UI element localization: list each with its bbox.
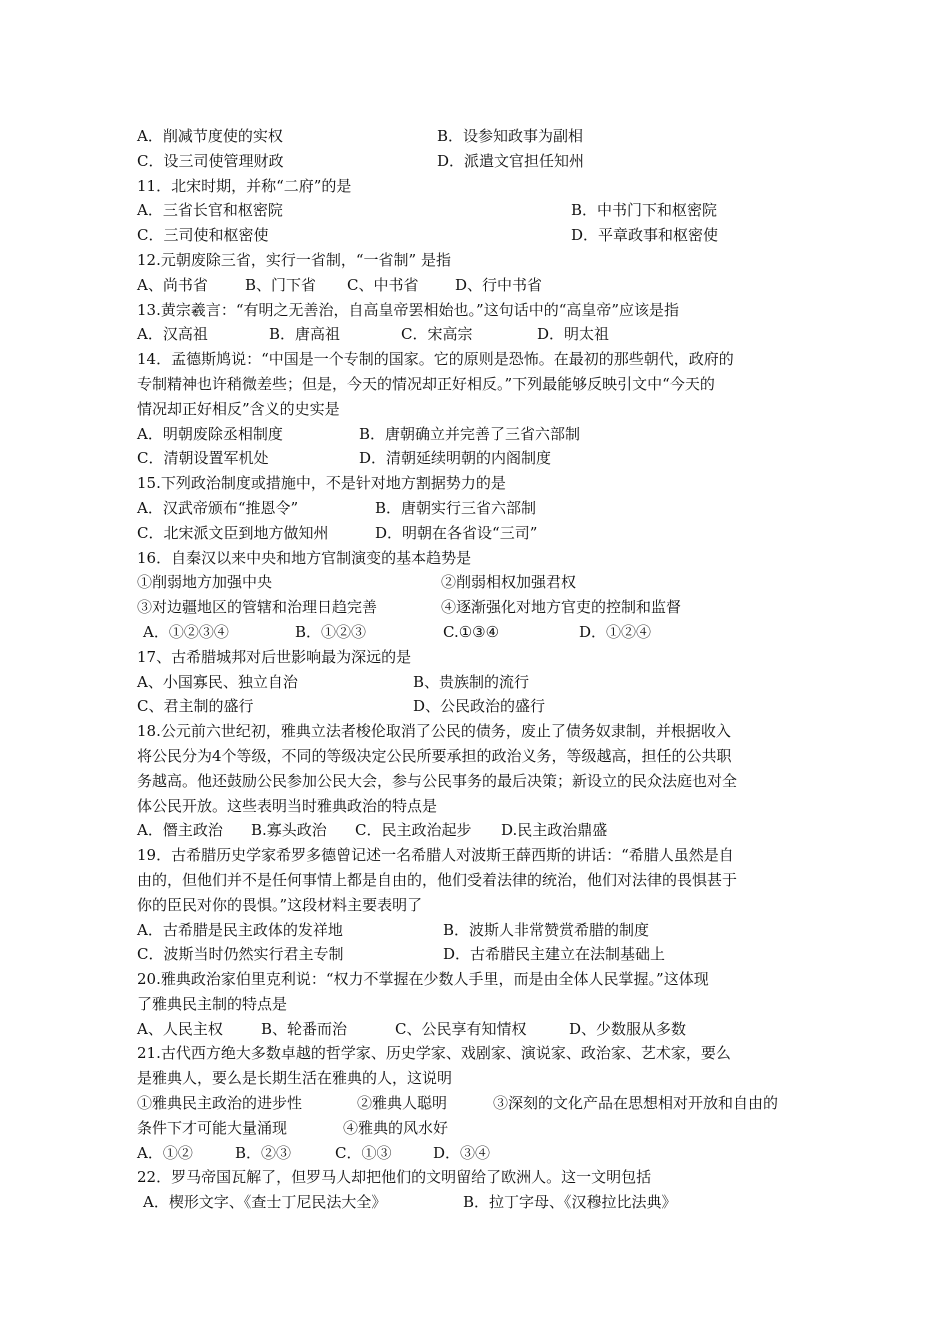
q17-option-a: A、小国寡民、独立自治 xyxy=(137,672,298,691)
q12-options xyxy=(137,273,817,298)
q21-items-row2 xyxy=(137,1116,817,1141)
q17-options-row2 xyxy=(137,694,817,719)
q19-options-row2 xyxy=(137,942,817,967)
q18-stem-line2: 将公民分为4个等级，不同的等级决定公民所要承担的政治义务，等级越高，担任的公共职 xyxy=(137,746,732,765)
q10-option-d: D．派遣文官担任知州 xyxy=(437,151,585,170)
q10-option-a: A．削减节度使的实权 xyxy=(137,127,283,145)
q13-option-d: D．明太祖 xyxy=(537,325,610,344)
q22-option-b: B．拉丁字母、《汉穆拉比法典》 xyxy=(463,1193,677,1212)
q21-item-3: ③深刻的文化产品在思想相对开放和自由的 xyxy=(493,1094,779,1113)
q21-option-c: C．①③ xyxy=(335,1143,392,1162)
q19-stem-line3: 你的臣民对你的畏惧。”这段材料主要表明了 xyxy=(137,895,423,914)
q12-option-d: D、行中书省 xyxy=(455,275,543,294)
q19-option-d: D．古希腊民主建立在法制基础上 xyxy=(443,945,666,964)
q21-item-4: ④雅典的风水好 xyxy=(343,1118,449,1137)
q19-option-c: C．波斯当时仍然实行君主专制 xyxy=(137,945,344,964)
q11-option-b: B．中书门下和枢密院 xyxy=(571,201,718,220)
q18-options xyxy=(137,818,817,843)
q17-stem: 17、古希腊城邦对后世影响最为深远的是 xyxy=(137,647,412,666)
q19-stem-line1: 19．古希腊历史学家希罗多德曾记述一名希腊人对波斯王薛西斯的讲话：“希腊人虽然是自 xyxy=(137,846,734,865)
q13-option-b: B．唐高祖 xyxy=(269,325,341,344)
q12-option-b: B、门下省 xyxy=(245,275,317,294)
q15-options-row2 xyxy=(137,521,817,546)
q18-option-a: A．僭主政治 xyxy=(137,821,223,840)
q14-options-row1 xyxy=(137,422,817,447)
q13-stem: 13.黄宗羲言：“有明之无善治，自高皇帝罢相始也。”这句话中的“高皇帝”应该是指 xyxy=(137,300,680,319)
q14-stem-line1: 14．孟德斯鸠说：“中国是一个专制的国家。它的原则是恐怖。在最初的那些朝代，政府的 xyxy=(137,350,734,369)
q19-option-a: A．古希腊是民主政体的发祥地 xyxy=(137,920,343,939)
q18-option-c: C．民主政治起步 xyxy=(355,821,472,840)
q21-option-b: B．②③ xyxy=(235,1143,292,1162)
q16-option-a: A．①②③④ xyxy=(143,622,229,641)
q10-options-row1 xyxy=(137,124,817,149)
q10-option-b: B．设参知政事为副相 xyxy=(437,127,584,145)
q15-option-d: D．明朝在各省设“三司” xyxy=(375,523,538,542)
q14-option-d: D．清朝延续明朝的内阁制度 xyxy=(359,449,552,468)
q21-item-3-cont: 条件下才可能大量涌现 xyxy=(137,1118,288,1137)
q16-item-3: ③对边疆地区的管辖和治理日趋完善 xyxy=(137,598,378,617)
question-list xyxy=(137,124,817,1215)
q17-option-b: B、贵族制的流行 xyxy=(413,672,530,691)
q20-option-b: B、轮番而治 xyxy=(261,1019,348,1038)
q16-items-row2 xyxy=(137,595,817,620)
q20-option-a: A、人民主权 xyxy=(137,1019,223,1038)
q16-item-4: ④逐渐强化对地方官吏的控制和监督 xyxy=(441,598,682,617)
q10-options-row2 xyxy=(137,149,817,174)
q21-stem-line2: 是雅典人，要么是长期生活在雅典的人，这说明 xyxy=(137,1069,453,1088)
q16-option-b: B．①②③ xyxy=(295,622,367,641)
q15-option-a: A．汉武帝颁布“推恩令” xyxy=(137,498,299,517)
q21-items-row1 xyxy=(137,1091,817,1116)
q18-stem-line3: 务越高。他还鼓励公民参加公民大会，参与公民事务的最后决策；新设立的民众法庭也对全 xyxy=(137,771,738,790)
q10-option-c: C．设三司使管理财政 xyxy=(137,151,284,170)
q20-stem-line1: 20.雅典政治家伯里克利说：“权力不掌握在少数人手里，而是由全体人民掌握。”这体现 xyxy=(137,970,709,989)
q17-option-c: C、君主制的盛行 xyxy=(137,697,254,716)
q14-options-row2 xyxy=(137,446,817,471)
q14-stem-line2: 专制精神也许稍微差些；但是，今天的情况却正好相反。”下列最能够反映引文中“今天的 xyxy=(137,374,715,393)
q17-options-row1 xyxy=(137,670,817,695)
q22-option-a: A．楔形文字、《查士丁尼民法大全》 xyxy=(143,1193,387,1212)
q11-option-d: D．平章政事和枢密使 xyxy=(571,226,719,245)
q20-options xyxy=(137,1017,817,1042)
q13-option-a: A．汉高祖 xyxy=(137,325,208,344)
q16-stem: 16．自秦汉以来中央和地方官制演变的基本趋势是 xyxy=(137,548,472,567)
q12-stem: 12.元朝废除三省，实行一省制，“一省制” 是指 xyxy=(137,250,451,269)
q11-options-row2 xyxy=(137,223,817,248)
q11-option-c: C．三司使和枢密使 xyxy=(137,226,269,245)
q20-option-c: C、公民享有知情权 xyxy=(395,1019,527,1038)
q14-option-c: C．清朝设置军机处 xyxy=(137,449,269,468)
q21-option-a: A．①② xyxy=(137,1143,193,1162)
q18-stem-line4: 体公民开放。这些表明当时雅典政治的特点是 xyxy=(137,796,438,815)
q21-item-1: ①雅典民主政治的进步性 xyxy=(137,1094,303,1113)
q16-option-c: C.①③④ xyxy=(443,622,500,641)
q17-option-d: D、公民政治的盛行 xyxy=(413,697,546,716)
q21-item-2: ②雅典人聪明 xyxy=(357,1094,448,1113)
q11-options-row1 xyxy=(137,198,817,223)
q22-stem: 22．罗马帝国瓦解了，但罗马人却把他们的文明留给了欧洲人。这一文明包括 xyxy=(137,1168,652,1187)
q15-option-c: C．北宋派文臣到地方做知州 xyxy=(137,523,329,542)
q21-options xyxy=(137,1141,817,1166)
q18-option-b: B.寡头政治 xyxy=(251,821,327,840)
q19-stem-line2: 由的，但他们并不是任何事情上都是自由的，他们受着法律的统治，他们对法律的畏惧甚于 xyxy=(137,870,738,889)
q16-items-row1 xyxy=(137,570,817,595)
q20-option-d: D、少数服从多数 xyxy=(569,1019,687,1038)
q16-option-d: D．①②④ xyxy=(579,622,652,641)
q18-option-d: D.民主政治鼎盛 xyxy=(501,821,608,840)
q13-options xyxy=(137,322,817,347)
q15-options-row1 xyxy=(137,496,817,521)
q16-options xyxy=(137,620,817,645)
q22-options xyxy=(137,1190,817,1215)
q16-item-1: ①削弱地方加强中央 xyxy=(137,573,273,592)
q11-stem: 11．北宋时期，并称“二府”的是 xyxy=(137,176,352,195)
q20-stem-line2: 了雅典民主制的特点是 xyxy=(137,994,288,1013)
q13-option-c: C．宋高宗 xyxy=(401,325,473,344)
q15-option-b: B．唐朝实行三省六部制 xyxy=(375,498,537,517)
q14-stem-line3: 情况却正好相反”含义的史实是 xyxy=(137,399,340,418)
q12-option-a: A、尚书省 xyxy=(137,275,208,294)
q16-item-2: ②削弱相权加强君权 xyxy=(441,573,577,592)
q18-stem-line1: 18.公元前六世纪初，雅典立法者梭伦取消了公民的债务，废止了债务奴隶制，并根据收入 xyxy=(137,722,731,741)
q14-option-b: B．唐朝确立并完善了三省六部制 xyxy=(359,424,581,443)
q11-option-a: A．三省长官和枢密院 xyxy=(137,201,283,220)
q12-option-c: C、中书省 xyxy=(347,275,419,294)
q19-option-b: B．波斯人非常赞赏希腊的制度 xyxy=(443,920,650,939)
q19-options-row1 xyxy=(137,918,817,943)
q14-option-a: A．明朝废除丞相制度 xyxy=(137,424,283,443)
q15-stem: 15.下列政治制度或措施中，不是针对地方割据势力的是 xyxy=(137,474,506,493)
q21-option-d: D．③④ xyxy=(433,1143,491,1162)
q21-stem-line1: 21.古代西方绝大多数卓越的哲学家、历史学家、戏剧家、演说家、政治家、艺术家，要么 xyxy=(137,1044,731,1063)
